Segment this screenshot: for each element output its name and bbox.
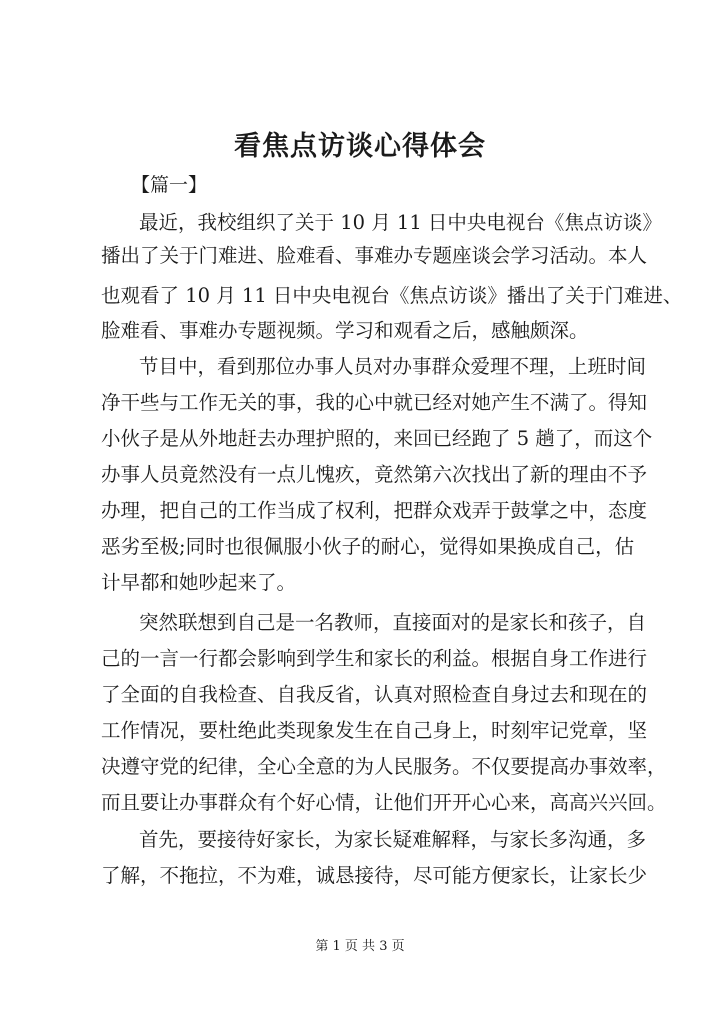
paragraph-line: 工作情况，要杜绝此类现象发生在自己身上，时刻牢记党章，坚 <box>101 719 648 742</box>
paragraph-line: 突然联想到自己是一名教师，直接面对的是家长和孩子，自 <box>139 611 647 634</box>
paragraph-line: 播出了关于门难进、脸难看、事难办专题座谈会学习活动。本人 <box>101 244 648 267</box>
paragraph-line: 己的一言一行都会影响到学生和家长的利益。根据自身工作进行 <box>101 647 648 670</box>
paragraph-line: 最近，我校组织了关于 10 月 11 日中央电视台《焦点访谈》 <box>139 211 662 234</box>
paragraph-line: 决遵守党的纪律，全心全意的为人民服务。不仅要提高办事效率， <box>101 755 667 778</box>
paragraph-line: 而且要让办事群众有个好心情，让他们开开心心来，高高兴兴回。 <box>101 791 667 814</box>
page-indicator: 第 1 页 共 3 页 <box>315 939 405 954</box>
paragraph-line: 节目中，看到那位办事人员对办事群众爱理不理，上班时间 <box>139 355 647 378</box>
paragraph-line: 办理，把自己的工作当成了权利，把群众戏弄于鼓掌之中，态度 <box>101 499 648 522</box>
document-title: 看焦点访谈心得体会 <box>234 131 486 162</box>
paragraph-line: 恶劣至极;同时也很佩服小伙子的耐心，觉得如果换成自己，估 <box>101 535 635 558</box>
paragraph-line: 了全面的自我检查、自我反省，认真对照检查自身过去和现在的 <box>101 683 648 706</box>
paragraph-line: 小伙子是从外地赶去办理护照的，来回已经跑了 5 趟了，而这个 <box>101 427 653 450</box>
section-label: 【篇一】 <box>131 174 208 196</box>
paragraph-line: 计早都和她吵起来了。 <box>101 571 297 594</box>
paragraph-line: 办事人员竟然没有一点儿愧疚，竟然第六次找出了新的理由不予 <box>101 463 648 486</box>
paragraph-line: 也观看了 10 月 11 日中央电视台《焦点访谈》播出了关于门难进、 <box>101 284 683 307</box>
paragraph-line: 了解，不拖拉，不为难，诚恳接待，尽可能方便家长，让家长少 <box>101 864 648 887</box>
paragraph-line: 净干些与工作无关的事，我的心中就已经对她产生不满了。得知 <box>101 391 648 414</box>
paragraph-line: 首先，要接待好家长，为家长疑难解释，与家长多沟通，多 <box>139 828 647 851</box>
paragraph-line: 脸难看、事难办专题视频。学习和观看之后，感触颇深。 <box>101 319 589 342</box>
